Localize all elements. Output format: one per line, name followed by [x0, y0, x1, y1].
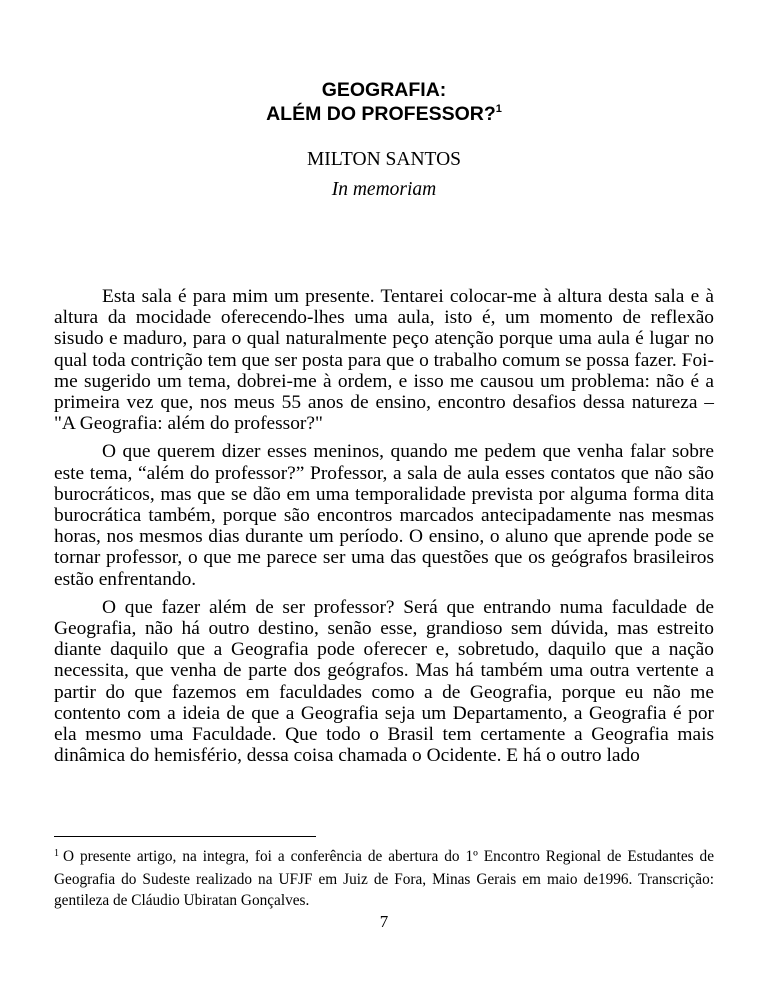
paragraph: O que querem dizer esses meninos, quando me pedem que venha falar sobre este tema, “além do professor?” Professor, a sala de aula esses contatos que não são burocráticos, mas que se dão em uma temporalidade prevista por alguma forma dita burocrática também, porque são encontros marcados antecipadamente nas mesmas horas, nos mesmos dias durante um período. O ensino, o aluno que aprende pode se tornar professor, o que me parece ser uma das questões que os geógrafos brasileiros estão enfrentando. [54, 441, 714, 590]
title-line-1: GEOGRAFIA: [321, 79, 447, 101]
footnote-divider [54, 836, 316, 837]
footnote-reference[interactable]: 1 [495, 103, 502, 115]
document-page [54, 0, 714, 994]
page-number: 7 [379, 912, 389, 931]
title-line-2 [54, 102, 714, 129]
footnote-text: O presente artigo, na integra, foi a conferência de abertura do 1º Encontro Regional de Estudantes de Geografia do Sudeste realizado na UFJF em Juiz de Fora, Minas Gerais em maio de1996. Transcrição: gentileza de Cláudio Ubiratan Gonçalves. [54, 848, 714, 909]
title-line-2-text: ALÉM DO PROFESSOR? [266, 103, 496, 125]
article-title [54, 78, 714, 129]
footnote [54, 846, 714, 911]
article-body [54, 286, 714, 773]
dedication: In memoriam [331, 179, 437, 200]
paragraph: Esta sala é para mim um presente. Tentarei colocar-me à altura desta sala e à altura da mocidade oferecendo-lhes uma aula, isto é, um momento de reflexão sisudo e maduro, para o qual naturalmente peço atenção porque uma aula é lugar no qual toda contrição tem que ser posta para que o trabalho comum se possa fazer. Foi-me sugerido um tema, dobrei-me à ordem, e isso me causou um problema: não é a primeira vez que, nos meus 55 anos de ensino, encontro desafios dessa natureza – "A Geografia: além do professor?" [54, 286, 714, 435]
paragraph: O que fazer além de ser professor? Será que entrando numa faculdade de Geografia, não há outro destino, senão esse, grandioso sem dúvida, mas estreito diante daquilo que a Geografia pode oferecer e, sobretudo, daquilo que a nação necessita, que venha de parte dos geógrafos. Mas há também uma outra vertente a partir do que fazemos em faculdades como a de Geografia, porque eu não me contento com a ideia de que a Geografia seja um Departamento, a Geografia é por ela mesmo uma Faculdade. Que todo o Brasil tem certamente a Geografia mais dinâmica do hemisfério, dessa coisa chamada o Ocidente. E há o outro lado [54, 596, 714, 767]
author-name: MILTON SANTOS [306, 149, 462, 170]
footnote-marker: 1 [54, 848, 59, 859]
